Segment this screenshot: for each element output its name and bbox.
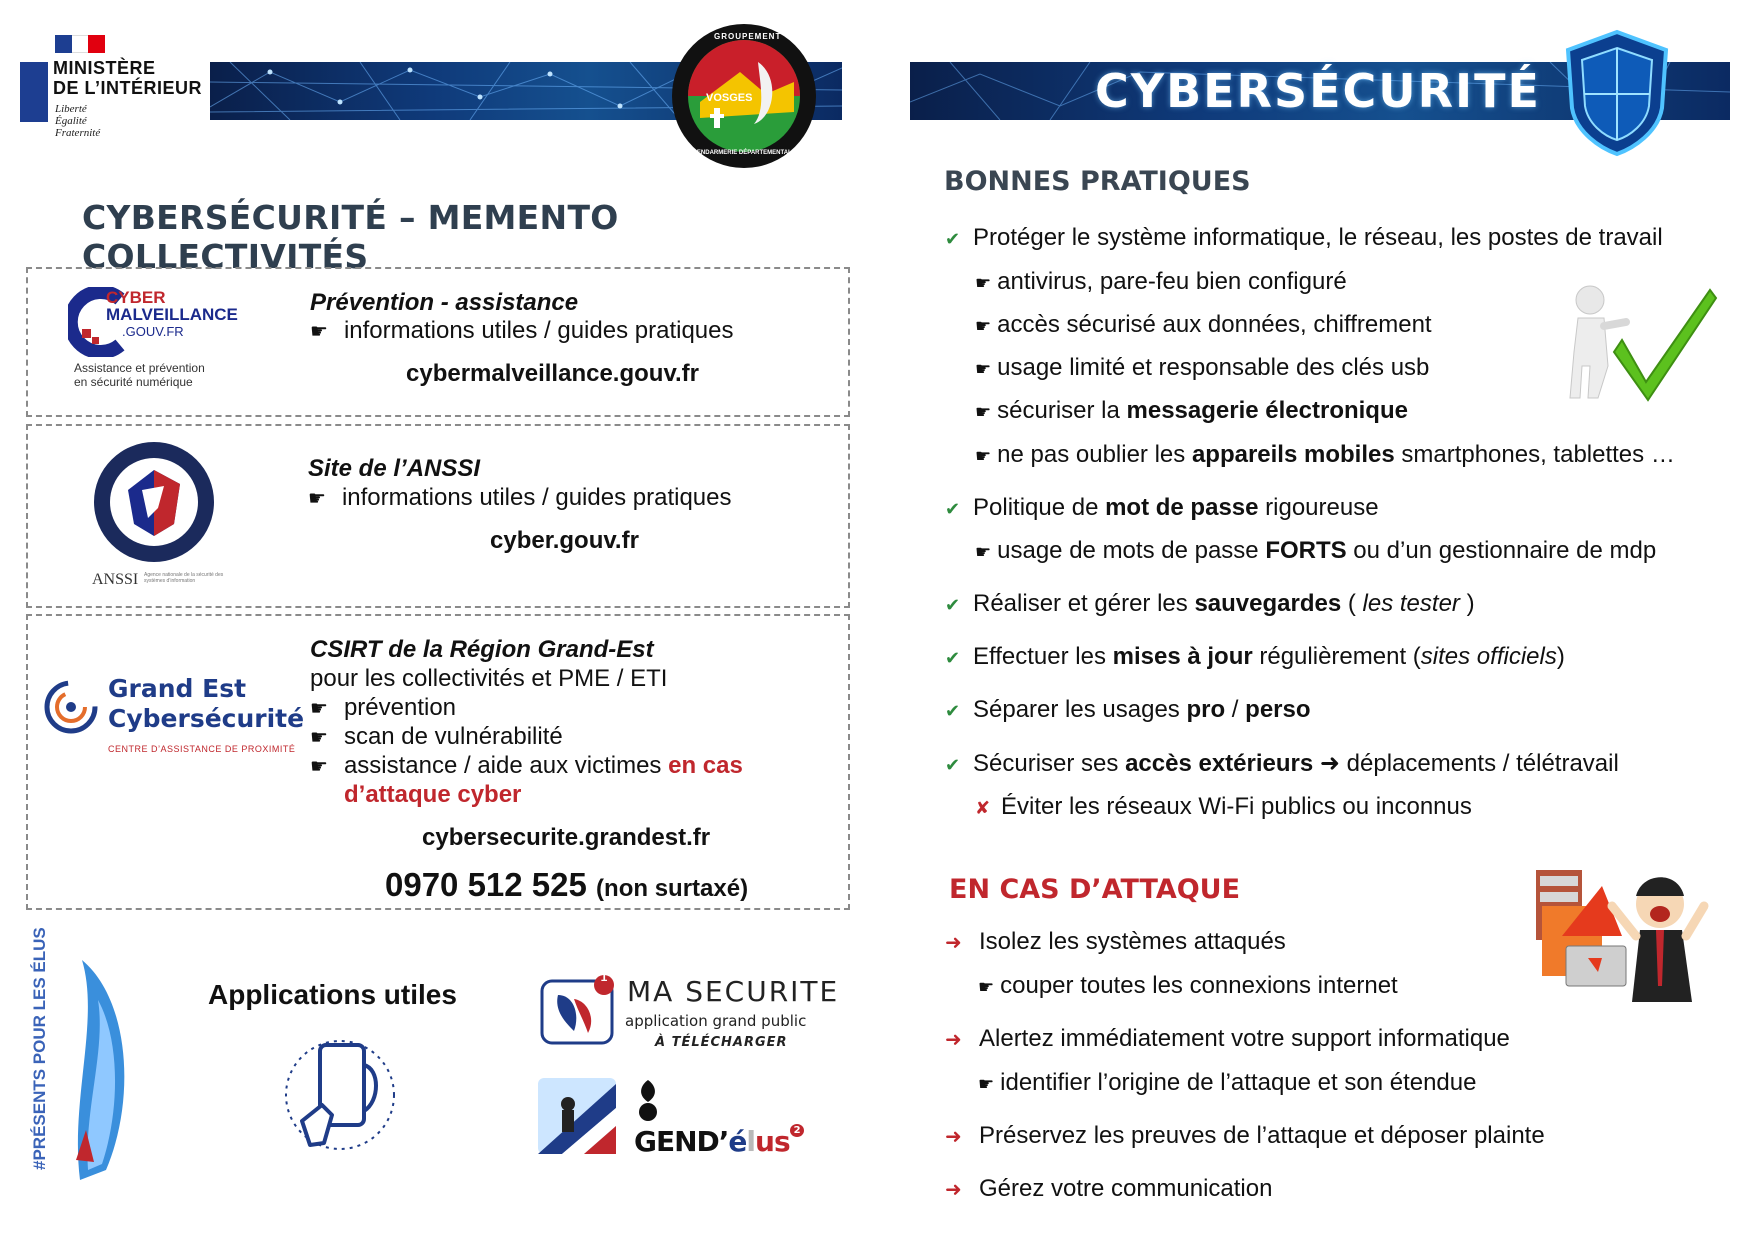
panic-man-laptop-icon [1532, 866, 1712, 1006]
practice-5 [945, 696, 1311, 724]
logo-malveillance: MALVEILLANCE [106, 305, 238, 324]
pointing-hand-icon: ☛ [975, 446, 992, 467]
ministry-line2: DE L’INTÉRIEUR [53, 78, 203, 98]
practice-1d-bold: messagerie électronique [1126, 397, 1408, 424]
practice-2a-pre: usage de mots de passe [997, 537, 1266, 564]
practice-4-mid: régulièrement ( [1252, 643, 1421, 670]
card3-subheading: pour les collectivités et PME / ETI [310, 665, 668, 692]
plume-icon [40, 950, 140, 1190]
phone-number: 0970 512 525 [385, 866, 587, 903]
gendelus-app-icon[interactable] [538, 1078, 616, 1154]
practice-1b [975, 311, 1432, 339]
pointing-hand-icon: ☛ [310, 319, 328, 343]
practice-2-pre: Politique de [973, 494, 1106, 521]
card3-bullet-prevention [310, 694, 456, 722]
card-cybermalveillance [26, 267, 850, 417]
attack-1-text: Isolez les systèmes attaqués [979, 928, 1286, 955]
anssi-link[interactable]: cyber.gouv.fr [490, 527, 639, 554]
french-flag-icon [55, 35, 105, 53]
practice-1b-text: accès sécurisé aux données, chiffrement [997, 311, 1432, 338]
pointing-hand-icon: ☛ [978, 1074, 995, 1095]
check-icon: ✔ [945, 595, 961, 616]
attack-2 [945, 1025, 1510, 1053]
cybermalveillance-link[interactable]: cybermalveillance.gouv.fr [406, 360, 700, 387]
ministry-bar [20, 62, 48, 122]
logo-grand-est: Grand Est [108, 674, 247, 703]
practice-1-text: Protéger le système informatique, le réseau, les postes de travail [973, 224, 1663, 251]
ma-securite-title: MA SECURITE [627, 975, 840, 1008]
logo-gouv: .GOUV.FR [122, 324, 184, 339]
practice-4-pre: Effectuer les [973, 643, 1113, 670]
arrow-right-icon: ➜ [945, 1177, 962, 1201]
red-en-cas: en cas [668, 752, 743, 779]
card1-bullet-text: informations utiles / guides pratiques [343, 317, 734, 344]
practice-2a-post: ou d’un gestionnaire de mdp [1346, 537, 1657, 564]
practice-3-bold: sauvegardes [1194, 590, 1342, 617]
practice-6-bold: accès extérieurs [1125, 750, 1314, 777]
check-icon: ✔ [945, 701, 961, 722]
grand-est-logo-text [108, 674, 304, 734]
practice-1 [945, 224, 1663, 252]
pointing-hand-icon: ☛ [308, 486, 326, 510]
ministry-name [53, 58, 202, 98]
arrow-right-icon: ➜ [945, 930, 962, 954]
practice-5-bold1: pro [1186, 696, 1226, 723]
practice-2-bold: mot de passe [1105, 494, 1259, 521]
pointing-hand-icon: ☛ [978, 977, 995, 998]
attack-2a-text: identifier l’origine de l’attaque et son étendue [1000, 1069, 1477, 1096]
arrow-right-icon: ➜ [945, 1027, 962, 1051]
bullet-scan-text: scan de vulnérabilité [343, 723, 563, 750]
practice-1e-pre: ne pas oublier les [997, 441, 1192, 468]
practice-2a-bold: FORTS [1265, 537, 1347, 564]
practice-1e-bold: appareils mobiles [1191, 441, 1395, 468]
pointing-hand-icon: ☛ [975, 273, 992, 294]
attack-1a-text: couper toutes les connexions internet [1000, 972, 1398, 999]
apps-title: Applications utiles [208, 979, 457, 1010]
card1-heading: Prévention - assistance [310, 289, 579, 316]
card3-heading: CSIRT de la Région Grand-Est [310, 636, 654, 663]
card2-bullet [308, 484, 731, 512]
practice-3-post: ) [1459, 590, 1475, 617]
cybersecurite-banner-title: CYBERSÉCURITÉ [1095, 64, 1541, 118]
ministry-line1: MINISTÈRE [53, 58, 156, 78]
badge-top-text: GROUPEMENT [714, 32, 782, 41]
logo-cybersecurite: Cybersécurité [108, 704, 305, 733]
person-checkmark-icon [1560, 282, 1720, 402]
pointing-hand-icon: ☛ [975, 359, 992, 380]
devise-liberte: Liberté [55, 103, 87, 115]
gend-u: us [755, 1125, 790, 1158]
anssi-logo-icon [92, 440, 216, 564]
practice-3-italic: les tester [1362, 590, 1460, 617]
gendelus-title [634, 1125, 804, 1158]
practice-5-mid: / [1225, 696, 1246, 723]
practice-1c [975, 354, 1429, 382]
practice-1e-post: smartphones, tablettes … [1394, 441, 1675, 468]
bonnes-pratiques-title: BONNES PRATIQUES [944, 166, 1251, 197]
practice-5-pre: Séparer les usages [973, 696, 1187, 723]
ministry-devise [55, 103, 100, 139]
cybermalveillance-logo-text [106, 289, 238, 340]
pointing-hand-icon: ☛ [310, 725, 328, 749]
gend-e: é [728, 1125, 747, 1158]
practice-2 [945, 494, 1379, 522]
ma-securite-app-icon[interactable] [540, 975, 618, 1047]
gendarmerie-grenade-icon [630, 1080, 666, 1122]
practice-6 [945, 749, 1619, 778]
logo-sub1: Assistance et prévention [74, 361, 205, 375]
practice-5-bold2: perso [1245, 696, 1311, 723]
practice-1a [975, 268, 1347, 296]
grand-est-link[interactable]: cybersecurite.grandest.fr [422, 824, 711, 851]
practice-3-pre: Réaliser et gérer les [973, 590, 1195, 617]
ma-securite-badge: 1 [600, 970, 608, 984]
practice-6-pre: Sécuriser ses [973, 750, 1126, 777]
practice-2-post: rigoureuse [1258, 494, 1379, 521]
grand-est-logo-icon [42, 678, 100, 736]
practice-1d-pre: sécuriser la [997, 397, 1127, 424]
hashtag-presents: #PRÉSENTS POUR LES ÉLUS [30, 927, 49, 1170]
check-icon: ✔ [945, 229, 961, 250]
anssi-caption: ANSSI [92, 571, 139, 588]
cyber-shield-icon [1562, 28, 1672, 158]
ma-securite-subtitle: application grand public [625, 1012, 807, 1030]
pointing-hand-icon: ☛ [310, 754, 328, 778]
practice-1d [975, 397, 1408, 425]
gend-l: l [746, 1125, 756, 1158]
practice-1e [975, 441, 1675, 469]
pointing-hand-icon: ☛ [975, 542, 992, 563]
smartphone-hand-icon [280, 1035, 400, 1155]
attack-3-text: Préservez les preuves de l’attaque et déposer plainte [979, 1122, 1545, 1149]
card2-bullet-text: informations utiles / guides pratiques [341, 484, 732, 511]
attack-2a [978, 1069, 1476, 1097]
attack-2-text: Alertez immédiatement votre support informatique [979, 1025, 1510, 1052]
practice-1a-text: antivirus, pare-feu bien configuré [997, 268, 1347, 295]
practice-4-post: ) [1556, 643, 1565, 670]
practice-3 [945, 590, 1475, 618]
cross-icon: ✘ [975, 798, 991, 819]
pointing-hand-icon: ☛ [310, 696, 328, 720]
phone-note: (non surtaxé) [596, 875, 749, 902]
card-anssi [26, 424, 850, 608]
attack-title: EN CAS D’ATTAQUE [949, 874, 1241, 905]
practice-1c-text: usage limité et responsable des clés usb [997, 354, 1430, 381]
cybermalveillance-logo-sub [74, 361, 205, 389]
check-icon: ✔ [945, 755, 961, 776]
pointing-hand-icon: ☛ [975, 402, 992, 423]
practice-3-mid: ( [1341, 590, 1363, 617]
practice-2a [975, 537, 1656, 565]
practice-4-italic: sites officiels [1420, 643, 1557, 670]
grand-est-logo-sub: CENTRE D’ASSISTANCE DE PROXIMITÉ [108, 744, 296, 754]
logo-sub2: en sécurité numérique [74, 375, 193, 389]
card1-bullet [310, 317, 733, 345]
card3-bullet-assistance [310, 752, 743, 780]
check-icon: ✔ [945, 648, 961, 669]
attack-4 [945, 1175, 1272, 1203]
practice-6a [975, 793, 1472, 821]
devise-fraternite: Fraternité [55, 127, 101, 139]
gend-g: GEND’ [634, 1125, 729, 1158]
ma-securite-download[interactable]: À TÉLÉCHARGER [655, 1035, 788, 1050]
bullet-prevention-text: prévention [343, 694, 457, 721]
practice-4-bold: mises à jour [1112, 643, 1253, 670]
badge-middle-text: VOSGES [706, 92, 753, 104]
practice-4 [945, 643, 1565, 671]
card3-bullet-scan [310, 723, 563, 751]
practice-6-post: ➜ déplacements / télétravail [1313, 750, 1619, 777]
memento-title: CYBERSÉCURITÉ – MEMENTO COLLECTIVITÉS [82, 198, 619, 276]
grand-est-phone[interactable] [385, 866, 748, 904]
bullet-assistance-text: assistance / aide aux victimes [343, 752, 662, 779]
check-icon: ✔ [945, 499, 961, 520]
attack-4-text: Gérez votre communication [979, 1175, 1273, 1202]
attack-1a [978, 972, 1398, 1000]
attack-1 [945, 928, 1286, 956]
red-attaque-cyber: d’attaque cyber [344, 781, 522, 808]
gendarmerie-vosges-badge [670, 22, 818, 170]
anssi-caption-small: Agence nationale de la sécurité des systèmes d’information [144, 572, 224, 584]
attack-3 [945, 1122, 1545, 1150]
arrow-right-icon: ➜ [945, 1124, 962, 1148]
badge-bottom-text: GENDARMERIE DÉPARTEMENTALE [692, 150, 796, 156]
card2-heading: Site de l’ANSSI [308, 455, 481, 482]
gend-sup: 2 [790, 1124, 804, 1137]
logo-cyber: CYBER [106, 288, 166, 307]
practice-6a-text: Éviter les réseaux Wi-Fi publics ou inconnus [1001, 793, 1472, 820]
devise-egalite: Égalité [55, 115, 87, 127]
pointing-hand-icon: ☛ [975, 316, 992, 337]
